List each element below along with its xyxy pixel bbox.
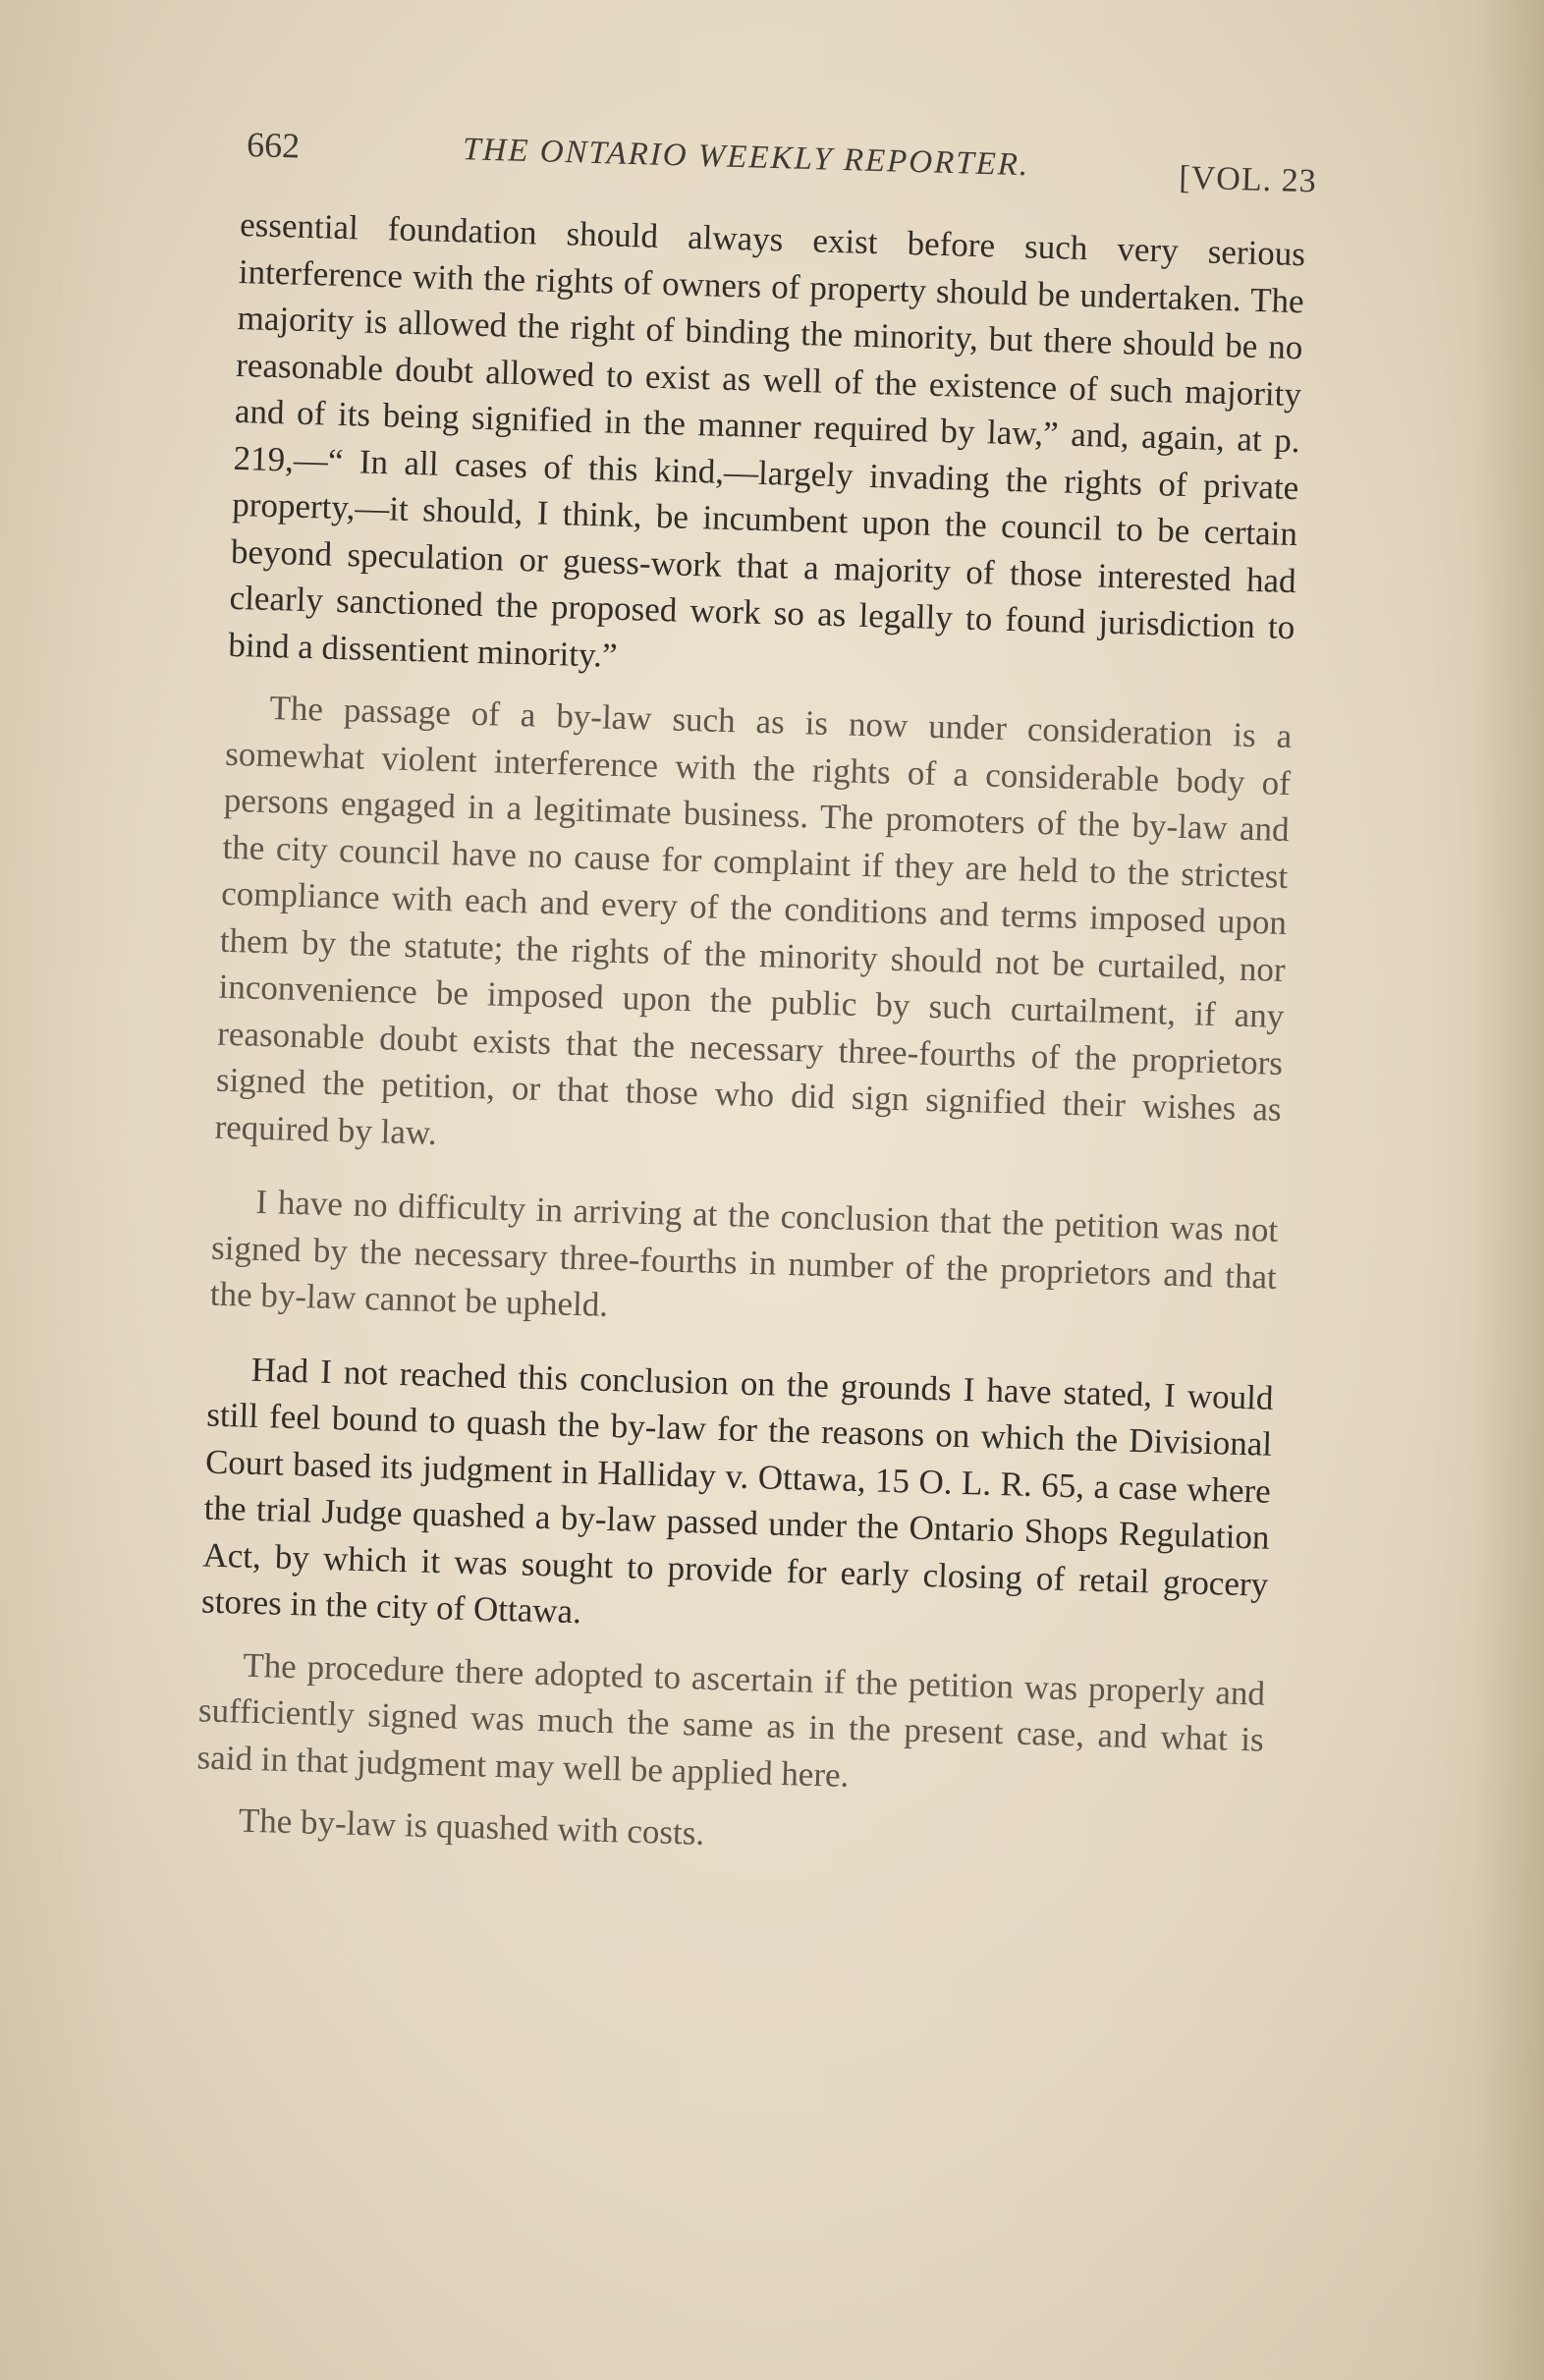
paragraph-conclusion: I have no difficulty in arriving at the conclusion that the petition was not signed by the necessary three-fourths in number of the proprietors and that the by-law cannot be upheld. <box>209 1182 1279 1324</box>
paragraph-by-law-interference: The passage of a by-law such as is now under consideration is a somewhat violent interference with the rights of a considerable body of persons engaged in a legitimate business. The promoters of the by-law and the city council have no cause for complaint if they are held to the strictest compliance with each and every of the conditions and terms imposed upon them by the statute; the rights of the minority should not be curtailed, nor inconvenience be imposed upon the public by such curtailment, if any reasonable doubt exists that the necessary three-fourths of the proprietors signed the petition, or that those who did sign signified their wishes as required by law. <box>214 689 1293 1152</box>
running-title: THE ONTARIO WEEKLY REPORTER. <box>462 132 1030 184</box>
running-header <box>246 118 1318 216</box>
volume-label: [VOL. 23 <box>1178 159 1318 200</box>
paragraph-quotation-continuation: essential foundation should always exist before such very serious interference with the rights of owners of property should be undertaken. The majority is allowed the right of binding the minority, but there should be no reasonable doubt allowed to exist as well of the existence of such majority and of its being signified in the manner required by law,” and, again, at p. 219,—“ In all cases of this kind,—largely invading the rights of private property,—it should, I think, be incumbent upon the council to be certain beyond speculation or guess-work that a majority of those interested had clearly sanctioned the proposed work so as legally to found jurisdiction to bind a dissentient minority.” <box>227 204 1306 675</box>
page-number: 662 <box>246 124 301 166</box>
body-text <box>194 201 1306 1888</box>
paragraph-judgment: The by-law is quashed with costs. <box>238 1800 705 1853</box>
paragraph-halliday-reference: Had I not reached this conclusion on the grounds I have stated, I would still feel bound to quash the by-law for the reasons on which the Divisional Court based its judgment in Halliday v. Ottawa, 15 O. L. R. 65, a case where the trial Judge quashed a by-law passed under the Ontario Shops Regulation Act, by which it was sought to provide for early closing of retail grocery stores in the city of Ottawa. <box>200 1350 1274 1632</box>
page-edge-shadow <box>1475 0 1544 2380</box>
paragraph-procedure: The procedure there adopted to ascertain if the petition was properly and sufficiently signed was much the same as in the present case, and what is said in that judgment may well be applied here. <box>196 1645 1266 1795</box>
